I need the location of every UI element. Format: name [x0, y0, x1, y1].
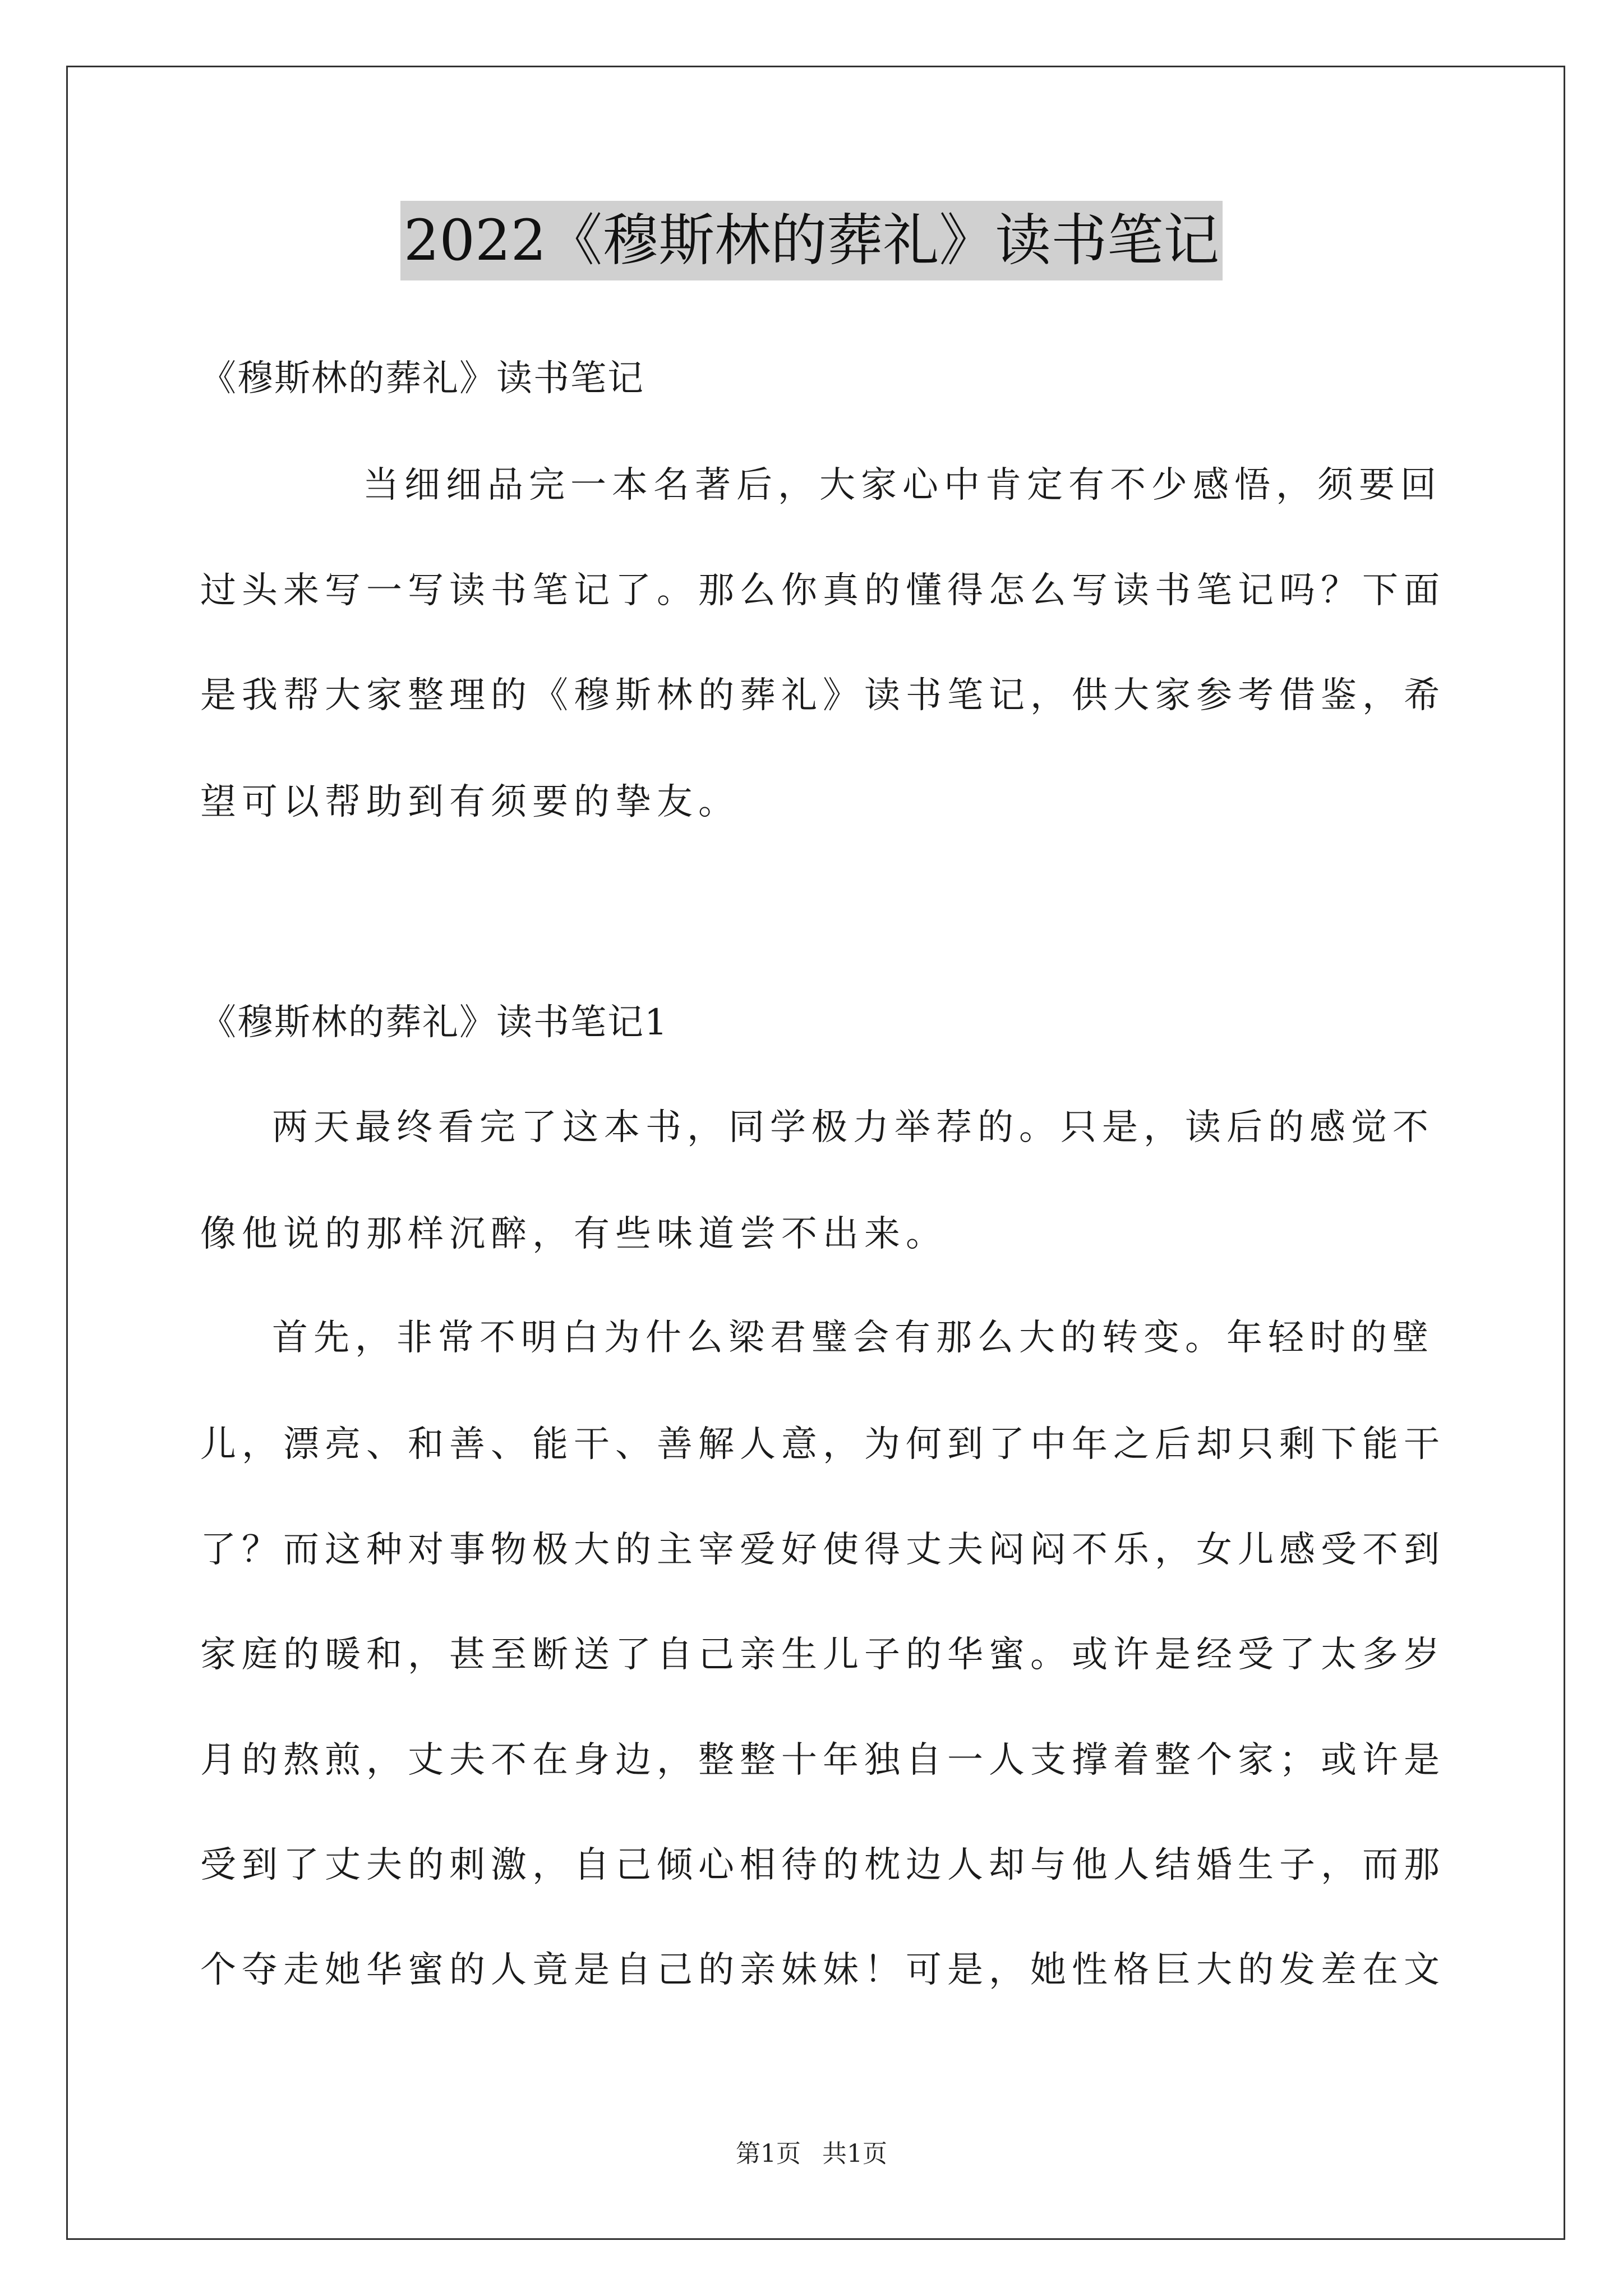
intro-line: 是我帮大家整理的《穆斯林的葬礼》读书笔记，供大家参考借鉴，希: [200, 675, 1445, 716]
paragraph-line: 受到了丈夫的刺激，自己倾心相待的枕边人却与他人结婚生子，而那: [200, 1844, 1445, 1886]
paragraph-line: 月的熬煎，丈夫不在身边，整整十年独自一人支撑着整个家；或许是: [200, 1740, 1445, 1781]
paragraph-line: 个夺走她华蜜的人竟是自己的亲妹妹！可是，她性格巨大的发差在文: [200, 1949, 1445, 1991]
paragraph-line: 两天最终看完了这本书，同学极力举荐的。只是，读后的感觉不: [272, 1107, 1434, 1148]
page-number: 第1页: [736, 2139, 801, 2168]
document-title: 2022《穆斯林的葬礼》读书笔记: [400, 201, 1223, 280]
page-total: 共1页: [822, 2139, 887, 2168]
paragraph-line: 了？而这种对事物极大的主宰爱好使得丈夫闷闷不乐，女儿感受不到: [200, 1529, 1445, 1571]
title-container: [0, 201, 1623, 280]
subtitle: 《穆斯林的葬礼》读书笔记: [200, 358, 644, 399]
paragraph-line: 儿，漂亮、和善、能干、善解人意，为何到了中年之后却只剩下能干: [200, 1424, 1445, 1465]
intro-line: 望可以帮助到有须要的挚友。: [200, 781, 740, 823]
paragraph-line: 首先，非常不明白为什么梁君璧会有那么大的转变。年轻时的壁: [272, 1317, 1434, 1359]
section-heading: 《穆斯林的葬礼》读书笔记1: [200, 1002, 668, 1043]
paragraph-line: 家庭的暖和，甚至断送了自己亲生儿子的华蜜。或许是经受了太多岁: [200, 1634, 1445, 1676]
paragraph-line: 像他说的那样沉醉，有些味道尝不出来。: [200, 1213, 947, 1255]
intro-line: 过头来写一写读书笔记了。那么你真的懂得怎么写读书笔记吗？下面: [200, 570, 1445, 611]
page-footer: [0, 2137, 1623, 2171]
intro-line: 当细细品完一本名著后，大家心中肯定有不少感悟，须要回: [363, 464, 1442, 506]
